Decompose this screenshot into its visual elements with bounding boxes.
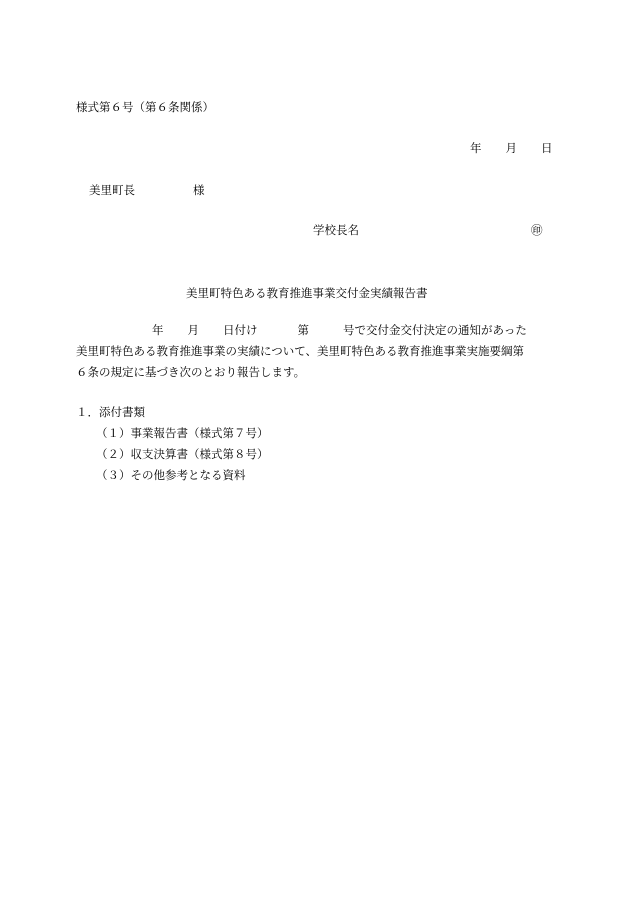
body-line-1-rest: 号で交付金交付決定の通知があった (343, 323, 527, 337)
body-line-3: ６条の規定に基づき次のとおり報告します。 (76, 365, 306, 379)
body-month-label: 月 (187, 323, 199, 337)
attachment-item: （３）その他参考となる資料 (96, 468, 246, 482)
body-year-label: 年 (152, 323, 164, 337)
attachment-item: （１）事業報告書（様式第７号） (96, 426, 269, 440)
addressee-honorific: 様 (193, 183, 205, 197)
addressee (89, 185, 205, 197)
date-line (470, 143, 553, 155)
seal-mark: ㊞ (531, 223, 543, 237)
body-dated-label: 日付け (223, 323, 258, 337)
addressee-name: 美里町長 (89, 183, 135, 197)
date-day-label: 日 (541, 141, 553, 155)
body-line-2: 美里町特色ある教育推進事業の実績について、美里町特色ある教育推進事業実施要綱第 (76, 344, 525, 358)
attachment-item: （２）収支決算書（様式第８号） (96, 447, 269, 461)
form-number: 様式第６号（第６条関係） (76, 100, 214, 114)
date-month-label: 月 (505, 141, 517, 155)
attachments-heading: １．添付書類 (76, 405, 145, 419)
principal-name-label: 学校長名 (313, 223, 359, 237)
sender-line (313, 225, 543, 237)
document-title: 美里町特色ある教育推進事業交付金実績報告書 (186, 286, 428, 300)
body-number-prefix: 第 (297, 323, 309, 337)
body-line-1 (152, 325, 527, 337)
date-year-label: 年 (470, 141, 482, 155)
